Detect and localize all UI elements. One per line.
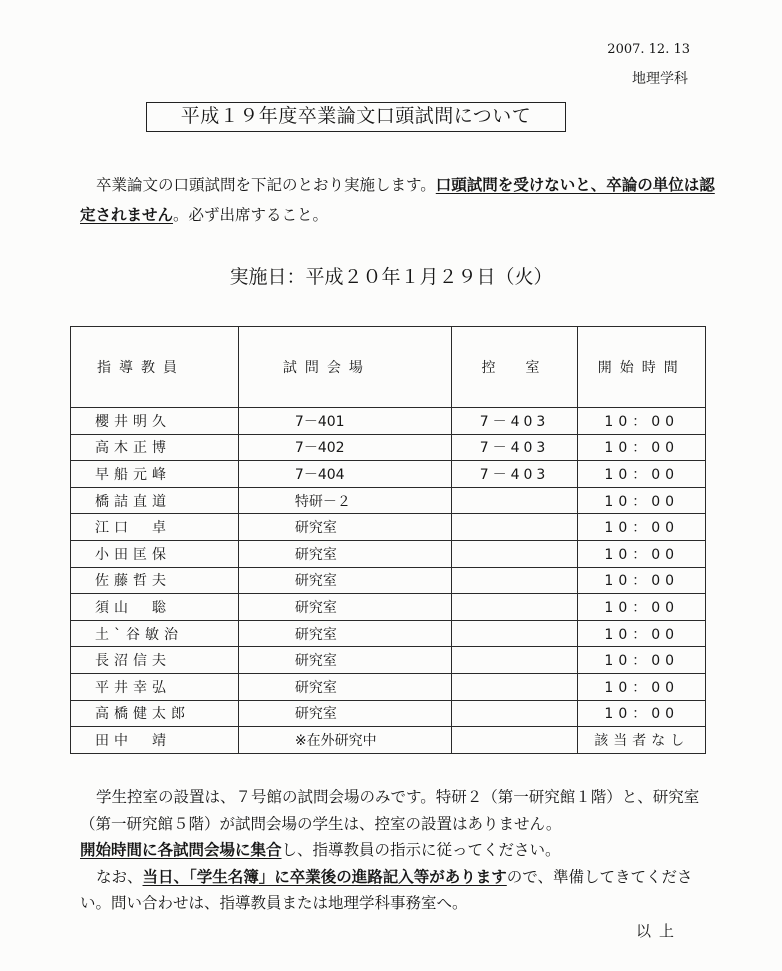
header-start-time: 開始時間: [578, 327, 706, 408]
table-row: [71, 700, 706, 727]
start-time-cell: 10：00: [578, 461, 706, 488]
footer-text-3b: ので、準備してきてください。問い合わせは、指導教員または地理学科事務室へ。: [80, 867, 693, 912]
advisor-cell: 高木正博: [71, 434, 239, 461]
start-time-cell: 10：00: [578, 594, 706, 621]
schedule-table: [70, 326, 706, 754]
exam-room-cell: 研究室: [238, 514, 451, 541]
exam-room-cell: 研究室: [238, 700, 451, 727]
exam-date: 実施日：平成２０年１月２９日（火）: [229, 266, 553, 288]
footer-roster-note: 当日、「学生名簿」に卒業後の進路記入等があります: [142, 867, 507, 886]
advisor-cell: 江口 卓: [71, 514, 239, 541]
intro-text-end: 。必ず出席すること。: [173, 206, 329, 224]
table-row: [71, 540, 706, 567]
closing-mark: 以上: [635, 922, 682, 940]
advisor-cell: 平井幸弘: [71, 673, 239, 700]
advisor-cell: 土`谷敏治: [71, 620, 239, 647]
start-time-cell: 10：00: [578, 567, 706, 594]
footer-paragraph-1: [80, 784, 720, 837]
footer-paragraph-2: [80, 837, 720, 864]
table-row: [71, 408, 706, 435]
document-date: 2007. 12. 13: [607, 42, 690, 57]
waiting-room-cell: [451, 700, 578, 727]
table-row: [71, 514, 706, 541]
table-row: [71, 567, 706, 594]
advisor-cell: 長沼信夫: [71, 647, 239, 674]
intro-paragraph: [80, 170, 720, 230]
table-row: [71, 434, 706, 461]
exam-room-cell: 7－401: [238, 408, 451, 435]
waiting-room-cell: [451, 567, 578, 594]
footer-text-1: 学生控室の設置は、７号館の試問会場のみです。特研２（第一研究館１階）と、研究室（第一研究館５階）が試問会場の学生は、控室の設置はありません。: [80, 788, 700, 833]
waiting-room-cell: [451, 673, 578, 700]
exam-room-cell: 研究室: [238, 567, 451, 594]
advisor-cell: 橋詰直道: [71, 487, 239, 514]
advisor-cell: 田中 靖: [71, 727, 239, 754]
waiting-room-cell: 7－403: [451, 408, 578, 435]
table-row: [71, 594, 706, 621]
table-row: [71, 487, 706, 514]
advisor-cell: 須山 聡: [71, 594, 239, 621]
document-title: 平成１９年度卒業論文口頭試問について: [146, 102, 566, 132]
table-row: [71, 727, 706, 754]
exam-room-cell: ※在外研究中: [238, 727, 451, 754]
exam-room-cell: 7－402: [238, 434, 451, 461]
exam-room-cell: 研究室: [238, 594, 451, 621]
waiting-room-cell: 7－403: [451, 461, 578, 488]
exam-room-cell: 研究室: [238, 620, 451, 647]
table-row: [71, 647, 706, 674]
start-time-cell: 10：00: [578, 647, 706, 674]
table-row: [71, 461, 706, 488]
table-row: [71, 673, 706, 700]
waiting-room-cell: [451, 647, 578, 674]
advisor-cell: 早船元峰: [71, 461, 239, 488]
exam-room-cell: 研究室: [238, 647, 451, 674]
exam-room-cell: 研究室: [238, 673, 451, 700]
footer-paragraph-3: [80, 864, 720, 917]
waiting-room-cell: [451, 487, 578, 514]
start-time-cell: 該当者なし: [578, 727, 706, 754]
footer-text-2: し、指導教員の指示に従ってください。: [281, 841, 561, 859]
start-time-cell: 10：00: [578, 673, 706, 700]
intro-warning: 口頭試問を受けないと、卒論の単位は認定されません: [80, 176, 715, 224]
advisor-cell: 櫻井明久: [71, 408, 239, 435]
waiting-room-cell: 7－403: [451, 434, 578, 461]
start-time-cell: 10：00: [578, 487, 706, 514]
exam-room-cell: 7－404: [238, 461, 451, 488]
exam-room-cell: 特研－２: [238, 487, 451, 514]
table-header-row: [71, 327, 706, 408]
department-name: 地理学科: [632, 71, 688, 87]
start-time-cell: 10：00: [578, 700, 706, 727]
waiting-room-cell: [451, 540, 578, 567]
start-time-cell: 10：00: [578, 434, 706, 461]
header-waiting-room: 控 室: [451, 327, 578, 408]
header-advisor: 指導教員: [71, 327, 239, 408]
header-exam-room: 試問会場: [238, 327, 451, 408]
advisor-cell: 小田匡保: [71, 540, 239, 567]
waiting-room-cell: [451, 727, 578, 754]
exam-room-cell: 研究室: [238, 540, 451, 567]
intro-text: 卒業論文の口頭試問を下記のとおり実施します。: [96, 176, 436, 194]
start-time-cell: 10：00: [578, 408, 706, 435]
start-time-cell: 10：00: [578, 514, 706, 541]
waiting-room-cell: [451, 594, 578, 621]
waiting-room-cell: [451, 514, 578, 541]
start-time-cell: 10：00: [578, 620, 706, 647]
waiting-room-cell: [451, 620, 578, 647]
advisor-cell: 佐藤哲夫: [71, 567, 239, 594]
footer-assembly-note: 開始時間に各試問会場に集合: [80, 841, 282, 859]
footer-text-3a: なお、: [96, 867, 143, 886]
footer-notes: [80, 784, 720, 917]
advisor-cell: 高橋健太郎: [71, 700, 239, 727]
start-time-cell: 10：00: [578, 540, 706, 567]
table-row: [71, 620, 706, 647]
